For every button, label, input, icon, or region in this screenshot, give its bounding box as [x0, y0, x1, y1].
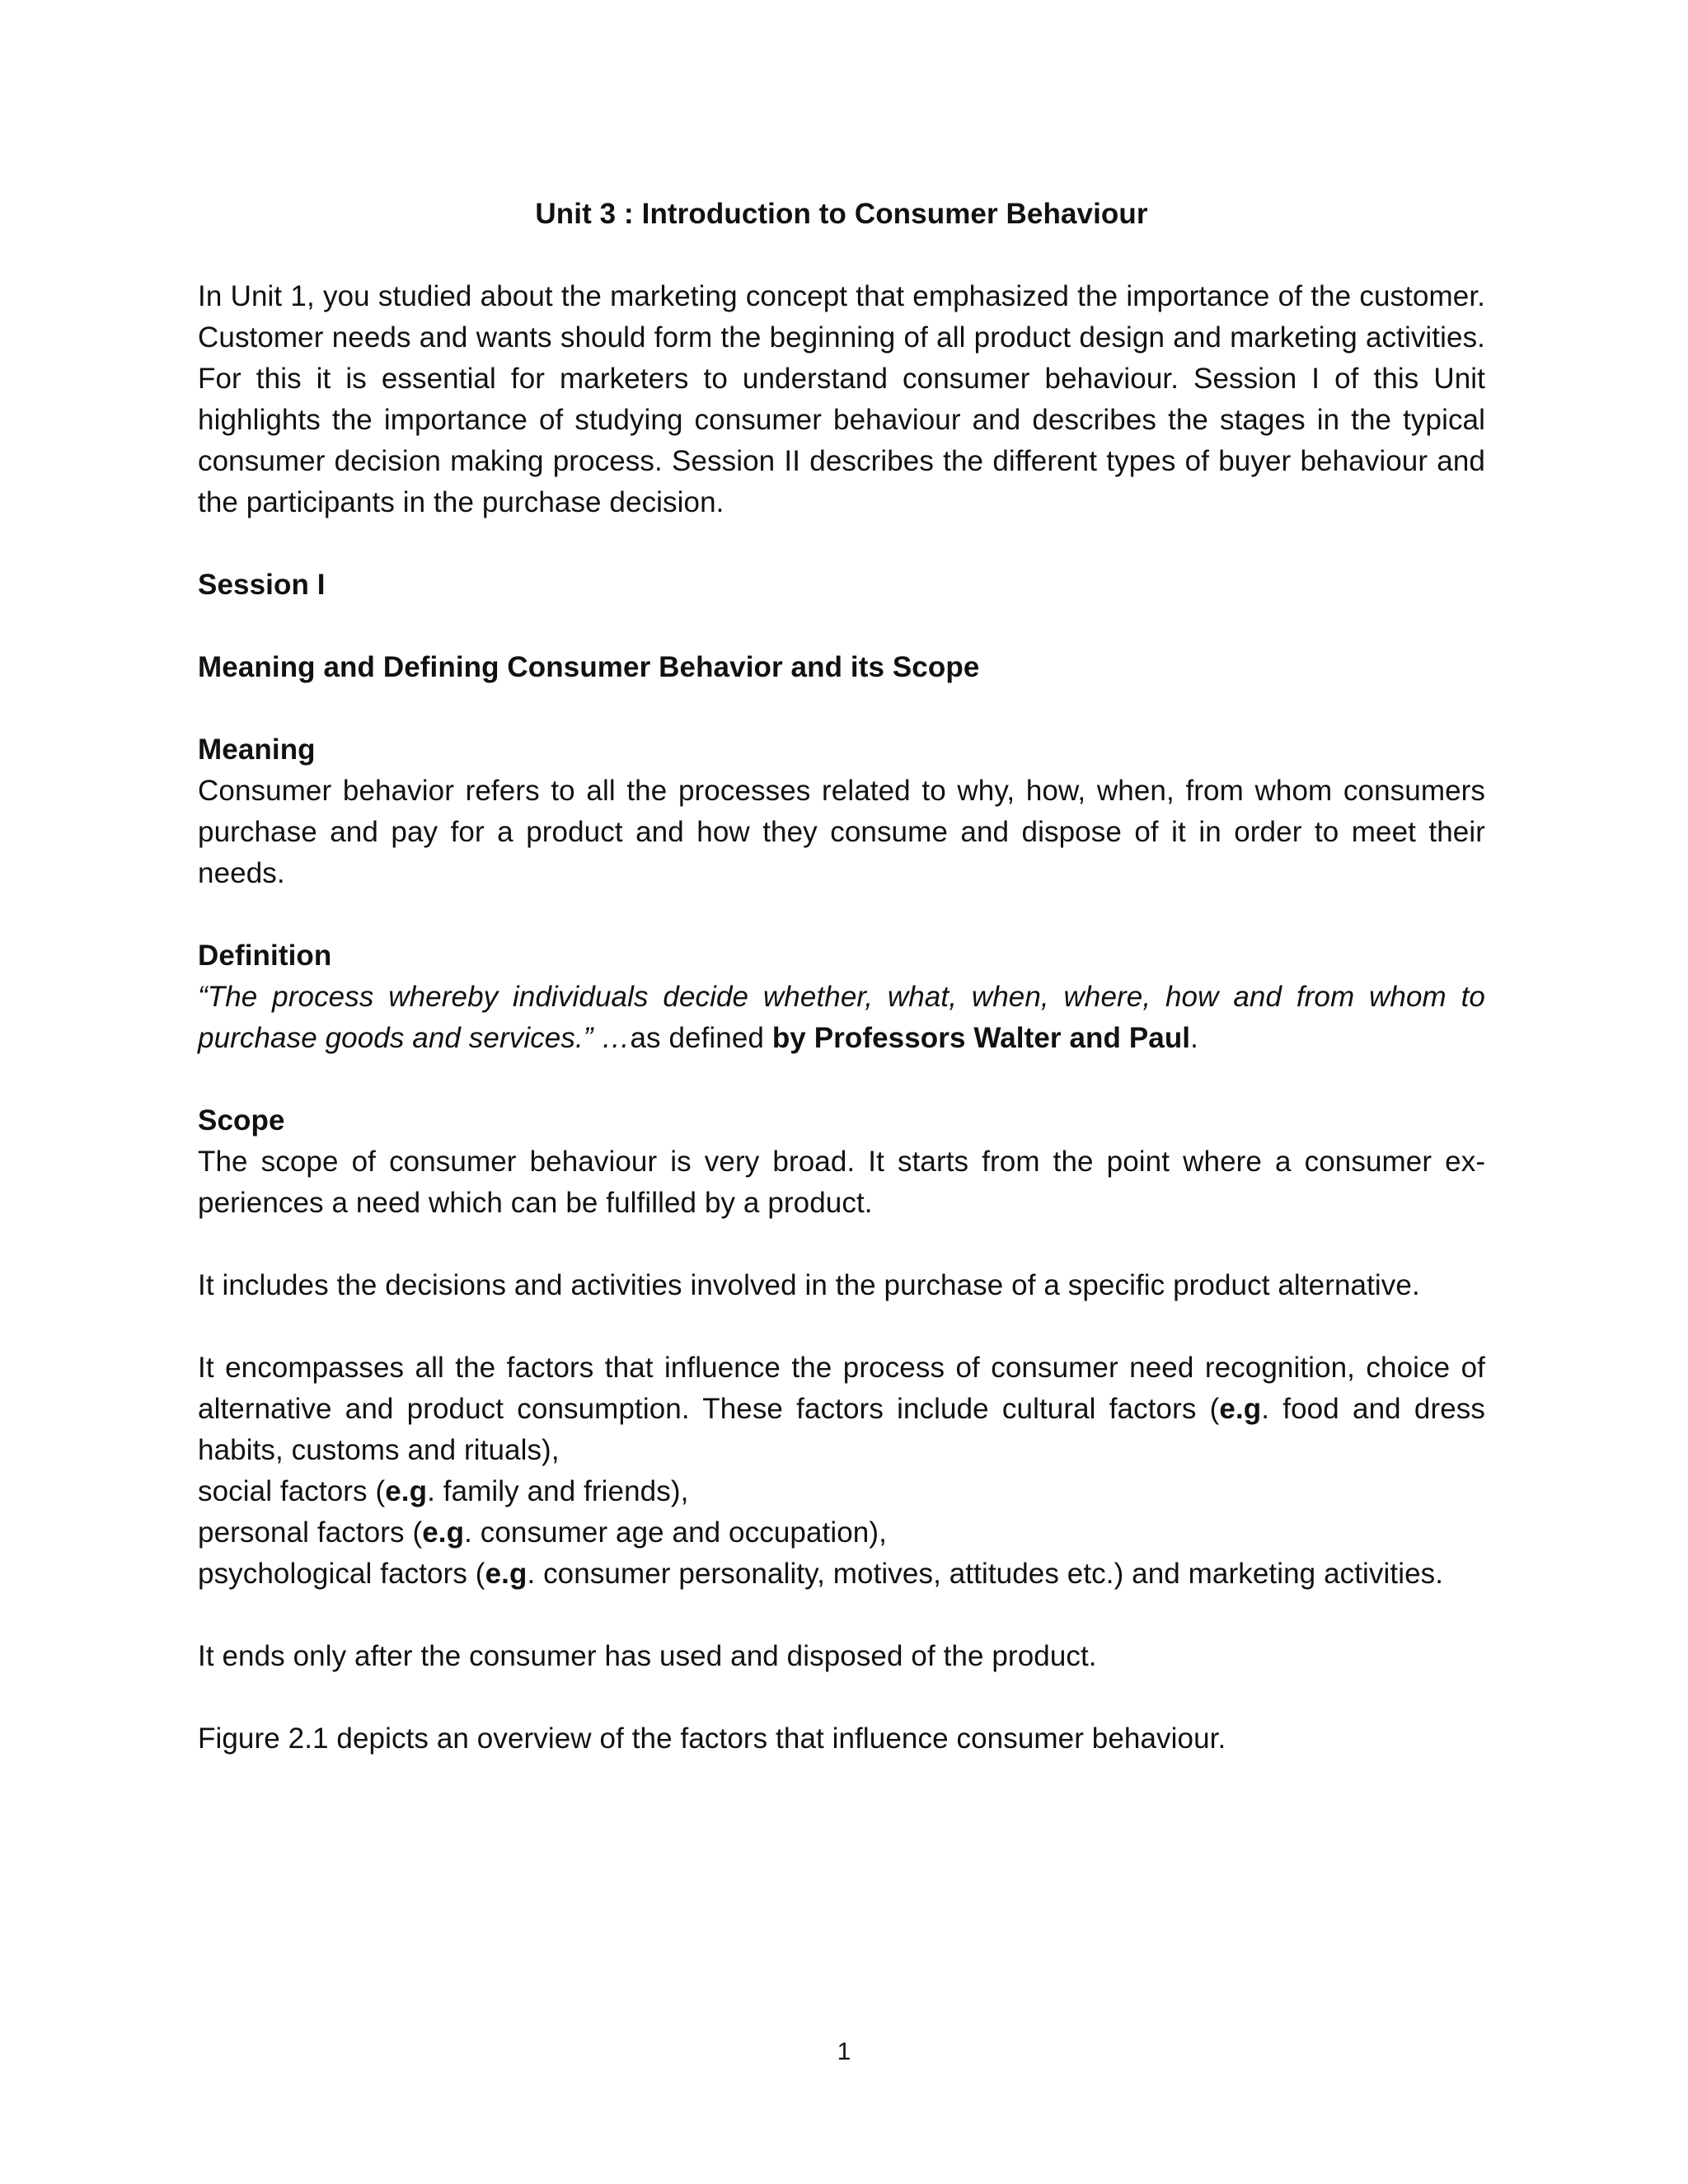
- definition-paragraph: [198, 977, 1485, 1059]
- section-heading: Meaning and Defining Consumer Behavior and its Scope: [198, 651, 980, 683]
- psychological-factors-line: [198, 1554, 1485, 1595]
- eg-label: e.g: [485, 1558, 528, 1590]
- scope-paragraph-4: It ends only after the consumer has used and disposed of the product.: [198, 1640, 1097, 1672]
- personal-factors-example: . consumer age and occupation),: [464, 1516, 887, 1549]
- scope-paragraph-5: Figure 2.1 depicts an overview of the factors that influence consumer behaviour.: [198, 1722, 1226, 1755]
- page-number: 1: [837, 2038, 851, 2065]
- intro-paragraph: In Unit 1, you studied about the marketing concept that emphasized the importance of the customer. Customer needs and wants should form the beginning of all product design and marketing activities. For this it is essential for marketers to understand consumer behaviour. Session I of this Unit highlights the importance of studying consumer behaviour and describes the stages in the typical consumer decision making process. Session II describes the different types of buyer behaviour and the participants in the purchase decision.: [198, 280, 1485, 518]
- scope-heading: Scope: [198, 1104, 285, 1137]
- scope-paragraph-3: [198, 1347, 1485, 1471]
- eg-label: e.g: [422, 1516, 465, 1549]
- social-factors-example: . family and friends),: [427, 1475, 689, 1507]
- definition-quote: “The process whereby individuals decide whether, what, when, where, how and from whom to purchase goods and services.” …: [198, 981, 1485, 1054]
- session-heading: Session I: [198, 569, 326, 601]
- meaning-heading: Meaning: [198, 733, 316, 766]
- definition-heading: Definition: [198, 940, 332, 972]
- psychological-factors-text: psychological factors (: [198, 1558, 485, 1590]
- definition-end: .: [1190, 1022, 1198, 1054]
- psychological-factors-example: . consumer personality, motives, attitudes etc.) and marketing activities.: [527, 1558, 1444, 1590]
- scope-paragraph-1: The scope of consumer behaviour is very broad. It starts from the point where a consumer experiences a need which can be fulfilled by a product.: [198, 1146, 1485, 1219]
- social-factors-line: [198, 1471, 1485, 1512]
- page-content: [198, 194, 1485, 1760]
- cultural-factors-example: . food and dress habits, customs and rituals),: [198, 1393, 1485, 1466]
- definition-attribution: by Professors Walter and Paul: [771, 1022, 1191, 1054]
- page-title: Unit 3 : Introduction to Consumer Behaviour: [535, 198, 1148, 230]
- eg-label: e.g: [1219, 1393, 1262, 1425]
- meaning-paragraph: Consumer behavior refers to all the processes related to why, how, when, from whom consumers purchase and pay for a product and how they consume and dispose of it in order to meet their needs.: [198, 775, 1485, 889]
- personal-factors-line: [198, 1512, 1485, 1554]
- social-factors-text: social factors (: [198, 1475, 386, 1507]
- scope-paragraph-2: It includes the decisions and activities involved in the purchase of a specific product alternative.: [198, 1269, 1420, 1301]
- eg-label: e.g: [385, 1475, 428, 1507]
- personal-factors-text: personal factors (: [198, 1516, 423, 1549]
- cultural-factors-text: It encompasses all the factors that influence the process of consumer need recognition, choice of alternative and product consumption. These factors include cultural factors (: [198, 1352, 1485, 1425]
- definition-as-defined: as defined: [630, 1022, 772, 1054]
